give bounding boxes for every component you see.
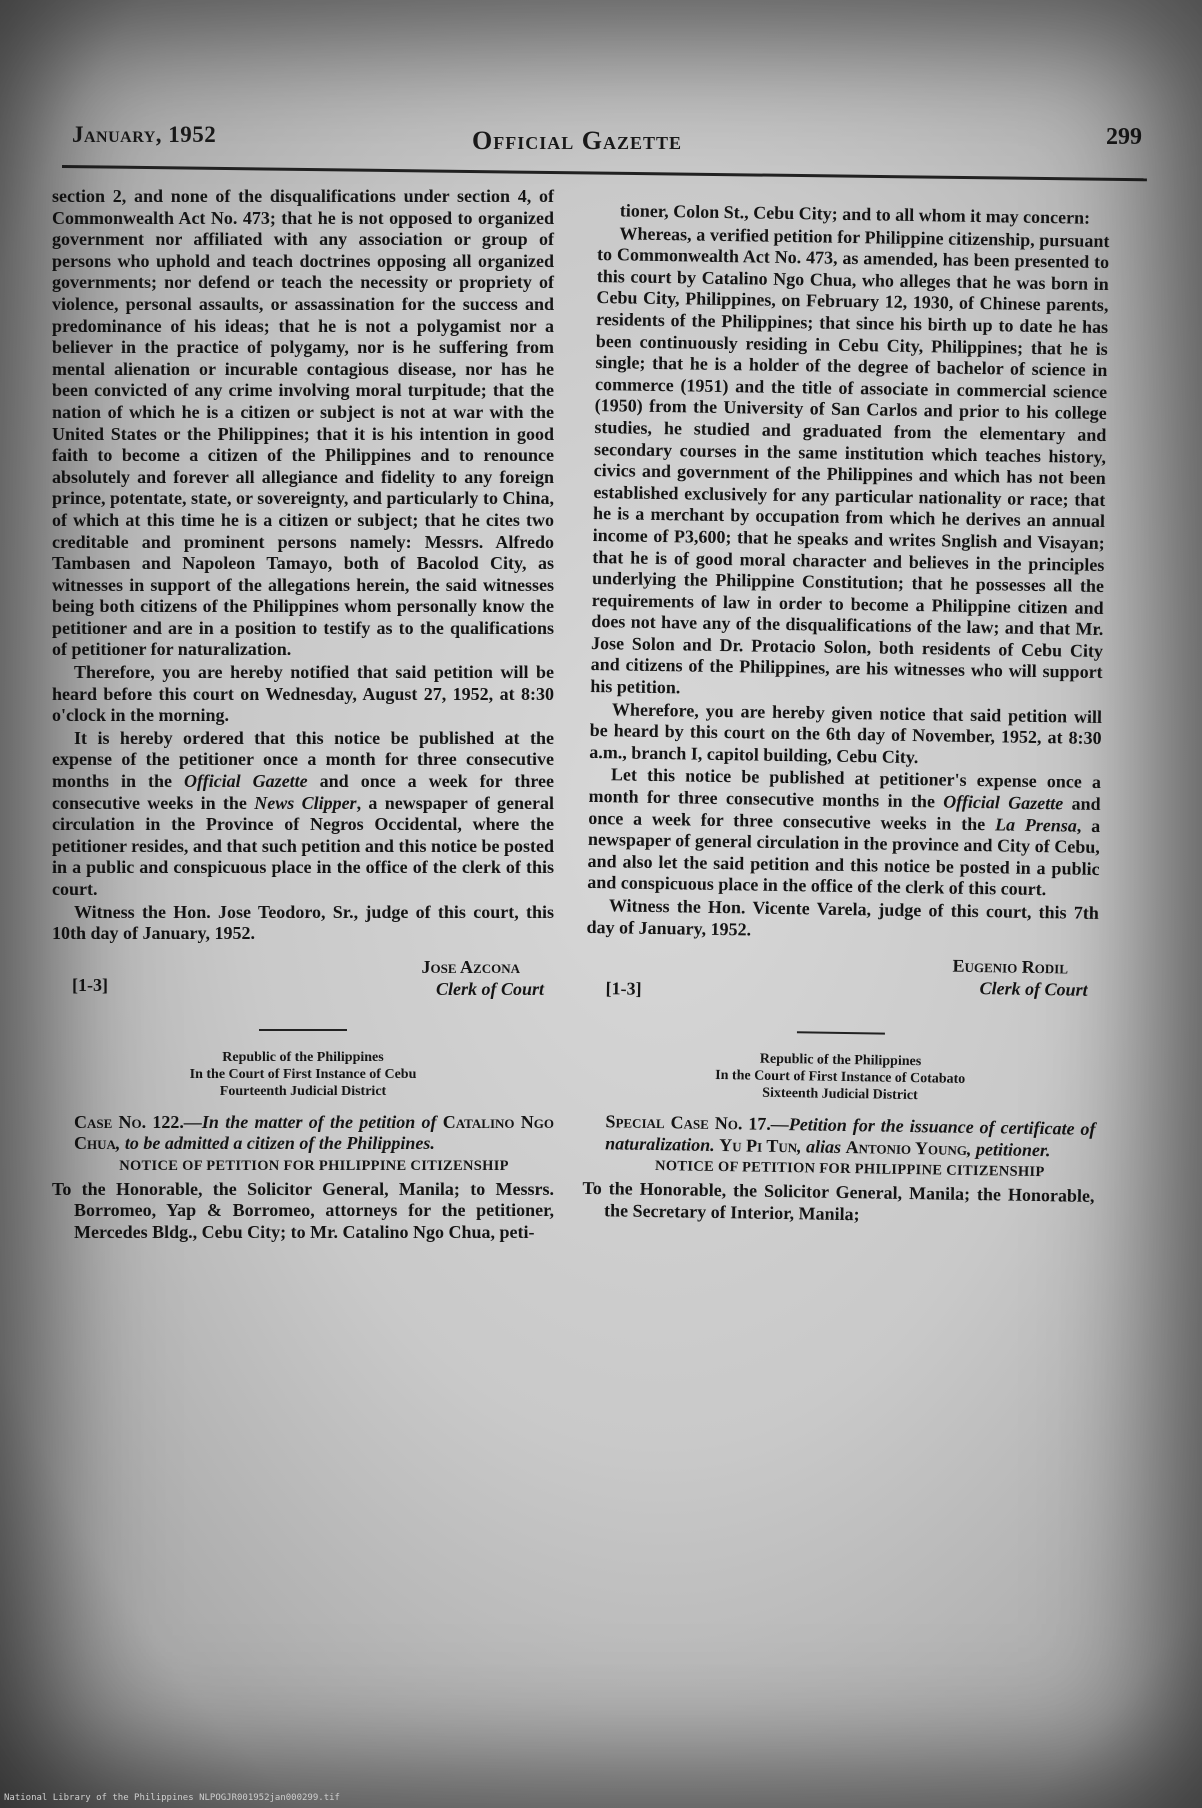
left-sig-ref: [1-3] [72, 974, 108, 995]
right-paragraph-4: Witness the Hon. Vicente Varela, judge of this court, this 7th day of January, 1952. [586, 895, 1100, 940]
right-notice-heading: NOTICE OF PETITION FOR PHILIPPINE CITIZENSHIP [654, 1158, 1045, 1181]
left-divider [259, 1029, 347, 1031]
right-court-line-3: Sixteenth Judicial District [762, 1085, 918, 1104]
left-sig-name: Jose Azcona [421, 956, 520, 977]
left-addressees: To the Honorable, the Solicitor General, Manila; to Messrs. Borromeo, Yap & Borromeo, attorneys for the petitioner, Mercedes Bldg., Cebu City; to Mr. Catalino Ngo Chua, peti- [52, 1178, 554, 1242]
left-paragraph-1: section 2, and none of the disqualifications under section 4, of Commonwealth Act No. 473; that he is not opposed to organized government nor affiliated with any association or group of persons who uphold and teach doctrines opposing all organized governments; nor defend or teach the necessity or propriety of violence, personal assaults, or assassination for the success and predominance of his ideas; that he is not a polygamist nor a believer in the practice of polygamy, nor is he suffering from mental alienation or incurable contagious disease, nor has he been convicted of any crime involving moral turpitude; that the nation of which he is a citizen or subject is not at war with the United States or the Philippines; that it is his intention in good faith to become a citizen of the Philippines and to renounce absolutely and forever all allegiance and fidelity to any foreign prince, potentate, state, or sovereignty, and particularly to China, of which at this time he is a citizen or subject; that he cites two creditable and prominent persons namely: Messrs. Alfredo Tambasen and Napoleon Tamayo, both of Bacolod City, as witnesses in support of the allegations herein, the said witnesses being both citizens of the Philippines whom personally know the petitioner and are in a position to testify as to the qualifications of petitioner for naturalization. [52, 186, 554, 660]
right-court-heading [584, 1048, 1097, 1107]
right-addressees: To the Honorable, the Solicitor General, Manila; the Honorable, the Secretary of Interior, Manila; [582, 1177, 1095, 1224]
left-newspaper-ref: News Clipper [254, 792, 357, 813]
left-case-title: Case No. 122.—In the matter of the petition of Catalino Ngo Chua, to be admitted a citizen of the Philippines. [74, 1111, 554, 1154]
right-paragraph-3: Let this notice be published at petitioner's expense once a month for three consecutive months in the Official Gazette and once a week for three consecutive weeks in the La Prensa, a newspaper of general circulation in the province and City of Cebu, and also let the said petition and this notice be posted in a public and conspicuous place in the office of the clerk of this court. [587, 764, 1102, 900]
right-case-title: Special Case No. 17.—Petition for the issuance of certificate of naturalization. Yu Pi Tun, alias Antonio Young, petitioner. [605, 1111, 1096, 1161]
left-paragraph-4: Witness the Hon. Jose Teodoro, Sr., judge of this court, this 10th day of January, 1952. [52, 901, 554, 944]
right-sig-name: Eugenio Rodil [952, 955, 1069, 978]
left-paragraph-2: Therefore, you are hereby notified that said petition will be heard before this court on Wednesday, August 27, 1952, at 8:30 o'clock in the morning. [52, 662, 554, 726]
page-header [72, 118, 1142, 168]
left-court-line-1: Republic of the Philippines [222, 1049, 384, 1065]
left-court-line-3: Fourteenth Judicial District [219, 1083, 387, 1099]
right-court-line-1: Republic of the Philippines [759, 1051, 922, 1070]
left-notice-heading: NOTICE OF PETITION FOR PHILIPPINE CITIZENSHIP [119, 1157, 509, 1174]
left-column [52, 186, 554, 1244]
header-title: Official Gazette [472, 126, 682, 155]
left-court-line-2: In the Court of First Instance of Cebu [189, 1066, 417, 1082]
right-gazette-ref: Official Gazette [943, 791, 1064, 814]
right-paragraph-1: Whereas, a verified petition for Philippine citizenship, pursuant to Commonwealth Act No. 473, as amended, has been presented to this court by Catalino Ngo Chua, who alleges that he was born in Cebu City, Philippines, on February 12, 1930, of Chinese parents, residents of the Philippines; that since his birth up to date he has been continuously residing in Cebu City, Philippines; that he is single; that he is a holder of the degree of bachelor of science in commerce (1951) and the title of associate in commercial science (1950) from the University of San Carlos and prior to his college studies, he studied and graduated from the elementary and secondary courses in the same institution which teaches history, civics and government of the Philippines and which has not been established exclusively for any particular nationality or race; that he is a merchant by occupation from which he derives an annual income of P3,600; that he speaks and writes Snglish and Visayan; that he is of good moral character and believes in the principles underlying the Philippine Constitution; that he possesses all the requirements of law in order to become a Philippine citizen and does not have any of the disqualifications of the law; and that Mr. Jose Solon and Dr. Protacio Solon, both residents of Cebu City and citizens of the Philippines, are his witnesses who will support his petition. [590, 222, 1110, 698]
right-paragraph-0: tioner, Colon St., Cebu City; and to all whom it may concern: [619, 200, 1091, 228]
right-newspaper-ref: La Prensa [994, 813, 1078, 836]
right-court-line-2: In the Court of First Instance of Cotabato [715, 1068, 966, 1088]
right-sig-ref: [1-3] [605, 978, 642, 999]
scan-footer: National Library of the Philippines NLPOGJR001952jan000299.tif [4, 1793, 340, 1803]
right-paragraph-2: Wherefore, you are hereby given notice that said petition will be heard by this court on the 6th day of November, 1952, at 8:30 a.m., branch I, capitol building, Cebu City. [589, 698, 1103, 767]
header-page-number: 299 [1106, 124, 1142, 150]
left-gazette-ref: Official Gazette [184, 771, 308, 792]
right-sig-role: Clerk of Court [979, 978, 1088, 1000]
right-divider [797, 1031, 885, 1034]
left-signature-block [52, 957, 554, 1003]
left-court-heading [52, 1049, 554, 1100]
left-sig-role: Clerk of Court [435, 978, 544, 999]
left-paragraph-3: It is hereby ordered that this notice be published at the expense of the petitioner once a month for three consecutive months in the Official Gazette and once a week for three consecutive weeks in the News Clipper, a newspaper of general circulation in the Province of Negros Occidental, where the petitioner resides, and that such petition and this notice be posted in a public and conspicuous place in the office of the clerk of this court. [52, 727, 554, 899]
right-column [582, 200, 1110, 1230]
right-signature-block [585, 950, 1098, 1010]
header-date: January, 1952 [72, 122, 217, 147]
